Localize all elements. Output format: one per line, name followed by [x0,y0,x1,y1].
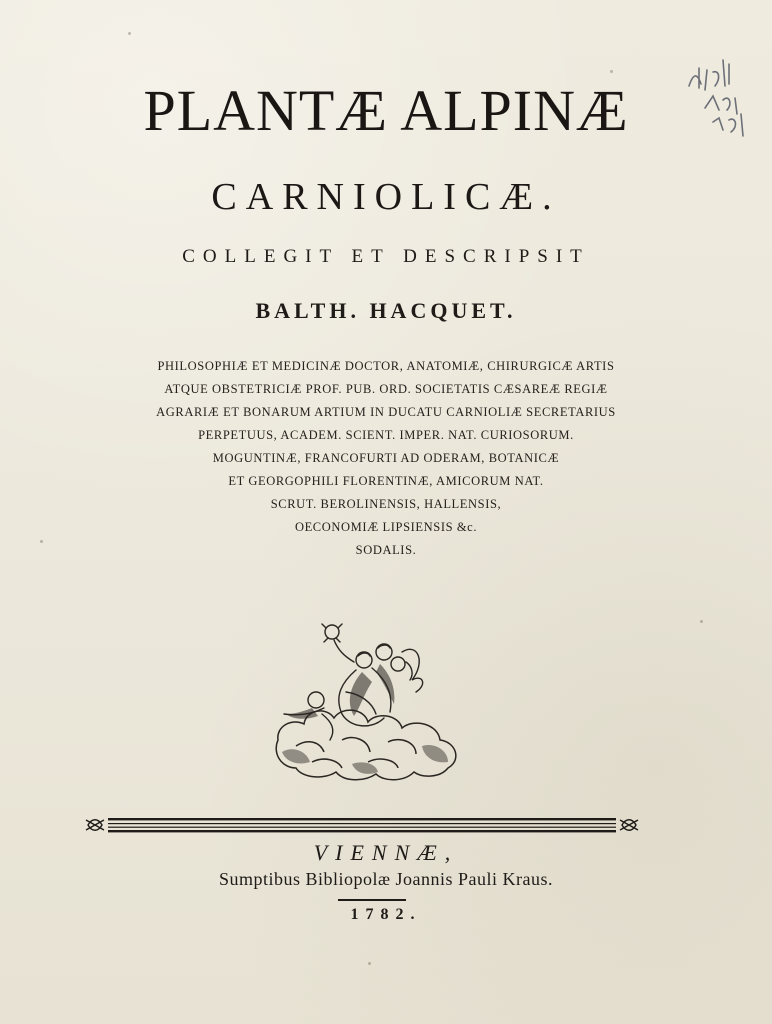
imprint-publisher: Sumptibus Bibliopolæ Joannis Pauli Kraus. [218,869,554,889]
credentials-line: AGRARIÆ ET BONARUM ARTIUM IN DUCATU CARNIOLIÆ SECRETARIUS [156,405,616,419]
cherub-cloud-vignette-icon [272,622,464,784]
ornamental-rule [84,814,640,836]
imprint-place: VIENNÆ, [313,840,459,865]
credentials-line: MOGUNTINÆ, FRANCOFURTI AD ODERAM, BOTANICÆ [212,451,560,465]
title-line-2: CARNIOLICÆ. [211,176,561,218]
credentials-line: PERPETUUS, ACADEM. SCIENT. IMPER. NAT. CURIOSORUM. [198,428,574,442]
title-line-1: PLANTÆ ALPINÆ [143,78,629,143]
paper-speck [40,540,43,543]
paper-speck [128,32,131,35]
credentials-line: ET GEORGOPHILI FLORENTINÆ, AMICORUM NAT. [228,474,544,488]
imprint-year: 1782. [350,906,422,923]
credentials-line: SODALIS. [355,543,417,557]
credentials-line: ATQUE OBSTETRICIÆ PROF. PUB. ORD. SOCIETATIS CÆSAREÆ REGIÆ [164,382,608,396]
author-credentials [60,355,712,562]
credentials-line: SCRUT. BEROLINENSIS, HALLENSIS, [270,497,502,511]
credentials-line: OECONOMIÆ LIPSIENSIS &c. [294,520,478,534]
paper-speck [700,620,703,623]
paper-speck [610,70,613,73]
subtitle: COLLEGIT ET DESCRIPSIT [182,246,590,267]
credentials-line: PHILOSOPHIÆ ET MEDICINÆ DOCTOR, ANATOMIÆ, CHIRURGICÆ ARTIS [157,359,615,373]
paper-speck [368,962,371,965]
author-name: BALTH. HACQUET. [255,298,517,323]
imprint-divider [338,899,406,901]
